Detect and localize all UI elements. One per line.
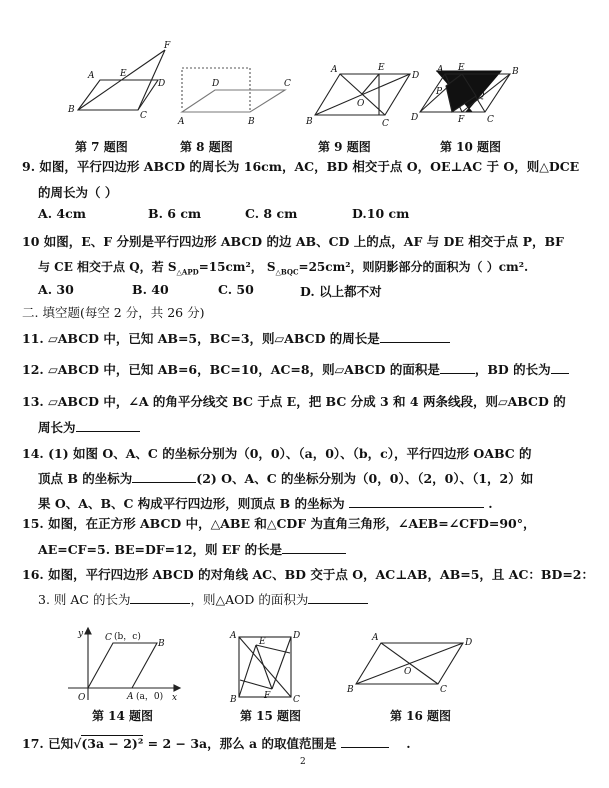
q9-option-d: D.10 cm: [352, 206, 410, 221]
svg-text:D: D: [158, 79, 166, 89]
svg-text:O: O: [357, 99, 365, 109]
svg-text:C: C: [140, 111, 147, 121]
svg-text:O: O: [78, 693, 86, 703]
q17: [22, 734, 411, 752]
svg-text:C: C: [284, 79, 291, 89]
q10-text: =25cm²，则阴影部分的面积为（ ）cm².: [298, 260, 529, 274]
svg-text:C: C: [440, 685, 447, 695]
q10-option-b: B. 40: [132, 282, 169, 297]
q14-text: .: [488, 496, 493, 511]
q16-line1: 16. 如图，平行四边形 ABCD 的对角线 AC、BD 交于点 O，AC⊥AB，AB=5，且 AC：BD=2：: [22, 567, 595, 582]
svg-text:(b，c): (b，c): [114, 632, 141, 642]
q10-sub1: △APD: [176, 267, 199, 277]
svg-text:B: B: [230, 695, 237, 705]
svg-text:E: E: [458, 63, 465, 73]
svg-text:D: D: [412, 71, 420, 81]
svg-text:D: D: [465, 638, 473, 648]
caption-fig7: 第 7 题图: [75, 140, 128, 154]
svg-text:O: O: [404, 667, 412, 677]
q10-option-d: D. 以上都不对: [300, 284, 382, 299]
svg-text:C: C: [105, 633, 112, 643]
svg-text:F: F: [264, 691, 271, 701]
q10-option-a: A. 30: [38, 282, 74, 297]
caption-fig10: 第 10 题图: [440, 140, 502, 154]
q14-text: 果 O、A、B、C 构成平行四边形，则顶点 B 的坐标为: [38, 496, 345, 511]
svg-text:P: P: [436, 87, 443, 97]
q17-radicand: (3a − 2)²: [81, 736, 144, 751]
svg-text:E: E: [120, 69, 127, 79]
q14-text: 顶点 B 的坐标为: [38, 471, 133, 486]
q9-line1: 9. 如图，平行四边形 ABCD 的周长为 16cm，AC，BD 相交于点 O，OE⊥AC 于 O，则△DCE: [22, 159, 580, 174]
q12-text: ，BD 的长为: [474, 362, 551, 377]
q9-option-a: A. 4cm: [38, 206, 86, 221]
q15-line1: 15. 如图，在正方形 ABCD 中，△ABE 和△CDF 为直角三角形，∠AEB=∠CFD=90°，: [22, 516, 536, 531]
svg-text:D: D: [212, 79, 220, 89]
svg-text:E: E: [378, 63, 385, 73]
svg-text:D: D: [293, 631, 301, 641]
q10-sub2: △BQC: [275, 267, 299, 277]
caption-fig14: 第 14 题图: [92, 709, 154, 723]
svg-text:F: F: [164, 41, 171, 51]
q13-line1: 13. ▱ABCD 中，∠A 的角平分线交 BC 于点 E，把 BC 分成 3 和 4 两条线段，则▱ABCD 的: [22, 394, 566, 409]
q17-text: 17. 已知: [22, 736, 74, 751]
sqrt-sign: √: [73, 736, 82, 751]
svg-text:y: y: [78, 629, 84, 639]
caption-fig16: 第 16 题图: [390, 709, 452, 723]
svg-text:C: C: [487, 115, 494, 125]
q16-text: ，则△AOD 的面积为: [190, 592, 309, 607]
section-heading: 二. 填空题(每空 2 分，共 26 分): [22, 305, 205, 320]
svg-text:A: A: [230, 631, 237, 641]
page-number: 2: [300, 757, 306, 767]
q13-text: 周长为: [38, 420, 76, 435]
svg-text:F: F: [458, 115, 465, 125]
q9-line2: 的周长为（ ）: [38, 185, 118, 200]
svg-text:A: A: [437, 65, 444, 75]
svg-text:B: B: [68, 105, 75, 115]
svg-text:A: A: [88, 71, 95, 81]
svg-text:A: A: [178, 117, 185, 127]
svg-text:B: B: [347, 685, 354, 695]
svg-text:B: B: [306, 117, 313, 127]
q14-line1: 14. (1) 如图 O、A、C 的坐标分别为（0，0）、（a，0）、（b，c），平行四边形 OABC 的: [22, 446, 532, 461]
svg-text:E: E: [259, 637, 266, 647]
caption-fig8: 第 8 题图: [180, 140, 233, 154]
svg-text:x: x: [172, 693, 178, 703]
svg-text:D: D: [411, 113, 419, 123]
q16-text: 3. 则 AC 的长为: [38, 592, 131, 607]
q10-line1: 10 如图，E、F 分别是平行四边形 ABCD 的边 AB、CD 上的点，AF 与 DE 相交于点 P，BF: [22, 234, 564, 249]
q17-text: .: [406, 736, 411, 751]
svg-text:Q: Q: [477, 91, 485, 101]
q9-option-c: C. 8 cm: [245, 206, 298, 221]
svg-text:A: A: [372, 633, 379, 643]
q12-text: 12. ▱ABCD 中，已知 AB=6，BC=10，AC=8，则▱ABCD 的面积是: [22, 362, 440, 377]
q10-option-c: C. 50: [218, 282, 254, 297]
q9-option-b: B. 6 cm: [148, 206, 202, 221]
svg-text:A: A: [127, 692, 134, 702]
answer-blank[interactable]: [341, 736, 389, 748]
svg-text:B: B: [158, 639, 165, 649]
q10-text: 与 CE 相交于点 Q，若 S: [38, 260, 177, 274]
q11-text: 11. ▱ABCD 中，已知 AB=5，BC=3，则▱ABCD 的周长是: [22, 331, 380, 346]
caption-fig9: 第 9 题图: [318, 140, 371, 154]
q17-text: = 2 − 3a，那么 a 的取值范围是: [143, 736, 337, 751]
q15-text: AE=CF=5. BE=DF=12，则 EF 的长是: [38, 542, 283, 557]
q14-text: (2) O、A、C 的坐标分别为（0，0）、（2，0）、（1，2）如: [196, 471, 534, 486]
svg-text:A: A: [331, 65, 338, 75]
svg-text:B: B: [248, 117, 255, 127]
caption-fig15: 第 15 题图: [240, 709, 302, 723]
q10-text: =15cm²， S: [198, 260, 276, 274]
svg-text:C: C: [382, 119, 389, 129]
svg-text:(a，0): (a，0): [136, 692, 164, 702]
svg-text:B: B: [512, 67, 519, 77]
svg-text:C: C: [293, 695, 300, 705]
